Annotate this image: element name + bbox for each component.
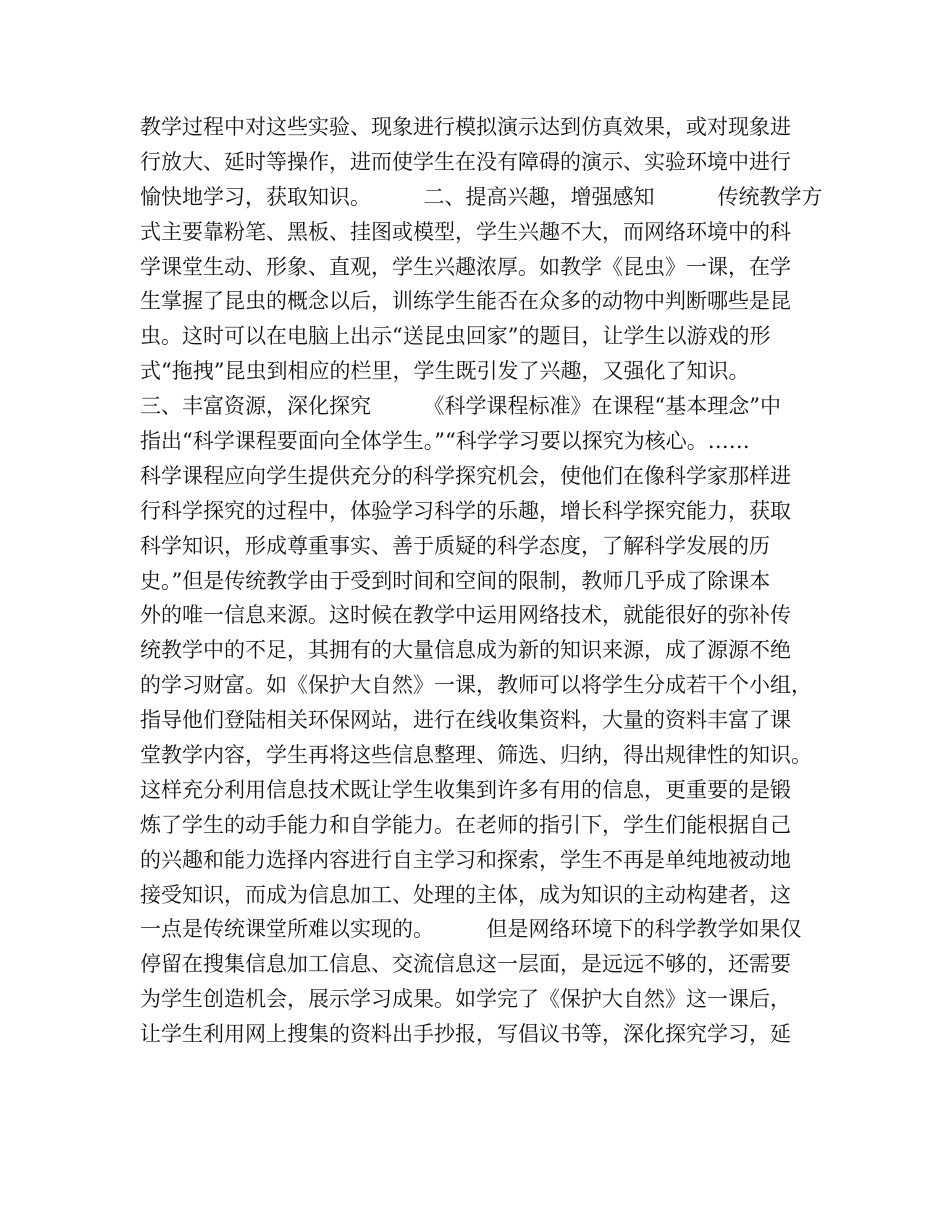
text-line: 这样充分利用信息技术既让学生收集到许多有用的信息，更重要的是锻 <box>140 777 791 802</box>
text-line: 堂教学内容，学生再将这些信息整理、筛选、归纳，得出规律性的知识。 <box>140 743 812 768</box>
text-line: 指出“科学课程要面向全体学生。”“科学学习要以探究为核心。…… <box>140 429 750 454</box>
text-line: 行放大、延时等操作，进而使学生在没有障碍的演示、实验环境中进行 <box>140 149 791 174</box>
text-line: 科学知识，形成尊重事实、善于质疑的科学态度，了解科学发展的历 <box>140 533 770 558</box>
text-line: 的学习财富。如《保护大自然》一课，教师可以将学生分成若干个小组， <box>140 673 812 698</box>
text-line: 教学过程中对这些实验、现象进行模拟演示达到仿真效果，或对现象进 <box>140 115 791 139</box>
text-line: 一点是传统课堂所难以实现的。 但是网络环境下的科学教学如果仅 <box>140 917 802 942</box>
text-line: 指导他们登陆相关环保网站，进行在线收集资料，大量的资料丰富了课 <box>140 708 791 733</box>
text-line: 生掌握了昆虫的概念以后，训练学生能否在众多的动物中判断哪些是昆 <box>140 289 791 314</box>
text-line: 虫。这时可以在电脑上出示“送昆虫回家”的题目，让学生以游戏的形 <box>140 324 771 349</box>
text-line: 愉快地学习，获取知识。 二、提高兴趣，增强感知 传统教学方 <box>140 184 823 209</box>
text-line: 为学生创造机会，展示学习成果。如学完了《保护大自然》这一课后， <box>140 987 791 1012</box>
text-line: 学课堂生动、形象、直观，学生兴趣浓厚。如教学《昆虫》一课，在学 <box>140 254 791 279</box>
text-line: 接受知识，而成为信息加工、处理的主体，成为知识的主动构建者，这 <box>140 882 791 907</box>
text-line: 三、丰富资源，深化探究 《科学课程标准》在课程“基本理念”中 <box>140 394 781 419</box>
text-line: 让学生利用网上搜集的资料出手抄报，写倡议书等，深化探究学习，延 <box>140 1022 791 1047</box>
text-line: 式“拖拽”昆虫到相应的栏里，学生既引发了兴趣，又强化了知识。 <box>140 359 750 384</box>
text-line: 外的唯一信息来源。这时候在教学中运用网络技术，就能很好的弥补传 <box>140 603 791 628</box>
text-line: 炼了学生的动手能力和自学能力。在老师的指引下，学生们能根据自己 <box>140 812 791 837</box>
text-line: 统教学中的不足，其拥有的大量信息成为新的知识来源，成了源源不绝 <box>140 638 791 663</box>
text-line: 史。”但是传统教学由于受到时间和空间的限制，教师几乎成了除课本 <box>140 568 771 593</box>
text-line: 科学课程应向学生提供充分的科学探究机会，使他们在像科学家那样进 <box>140 463 791 488</box>
text-line: 行科学探究的过程中，体验学习科学的乐趣，增长科学探究能力，获取 <box>140 498 791 523</box>
text-line: 停留在搜集信息加工信息、交流信息这一层面，是远远不够的，还需要 <box>140 952 791 977</box>
text-line: 式主要靠粉笔、黑板、挂图或模型，学生兴趣不大，而网络环境中的科 <box>140 219 791 244</box>
body-text <box>140 110 830 1052</box>
text-line: 的兴趣和能力选择内容进行自主学习和探索，学生不再是单纯地被动地 <box>140 847 791 872</box>
